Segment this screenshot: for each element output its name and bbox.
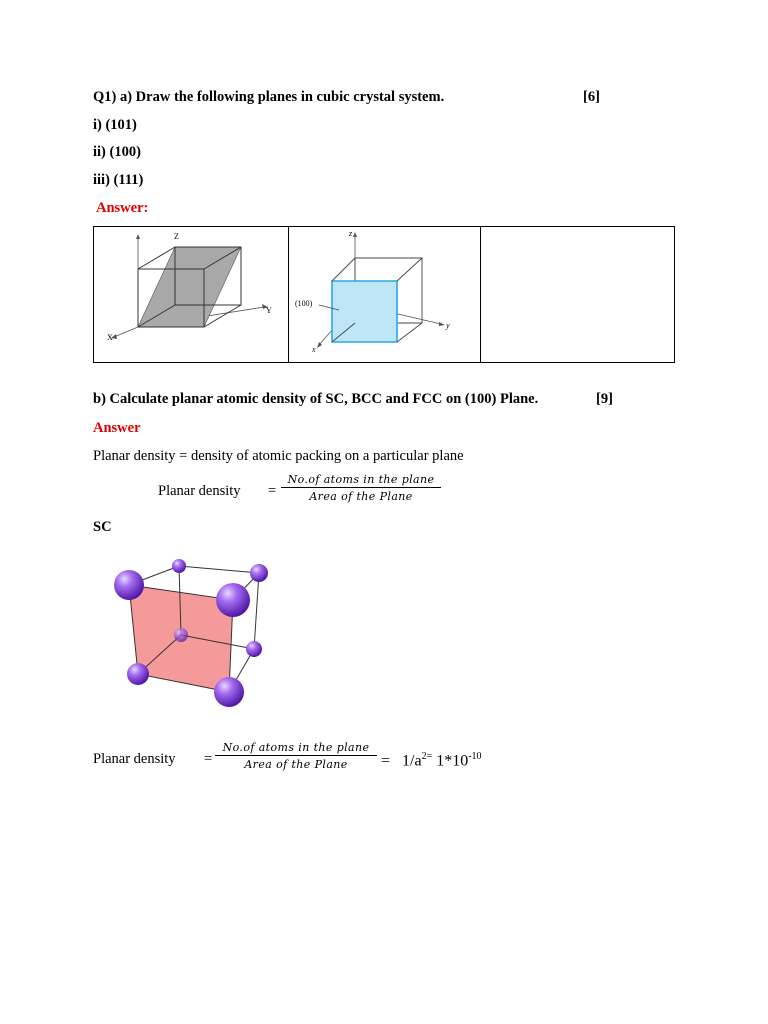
atom-front-bottom-left	[127, 663, 149, 685]
formula-numerator: No.of atoms in the plane	[287, 473, 435, 486]
atom-back-bottom-right	[246, 641, 262, 657]
atom-front-top-right	[216, 583, 250, 617]
result-equals: =	[426, 751, 433, 762]
qb-heading: b) Calculate planar atomic density of SC, BCC and FCC on (100) Plane.	[93, 391, 539, 407]
qb-marks: [9]	[596, 391, 613, 407]
axis-y-label: y	[446, 321, 450, 330]
axis-x-label: x	[312, 345, 316, 354]
formula2-label: Planar density	[93, 751, 176, 767]
qb-answer-label: Answer	[93, 420, 141, 436]
formula2-result	[381, 747, 482, 771]
figure-table	[93, 226, 675, 363]
formula2-numerator: No.of atoms in the plane	[222, 741, 370, 754]
sc-unit-cell-diagram	[105, 552, 285, 717]
result-exponent: 2	[421, 751, 427, 762]
axis-x-label: X	[107, 333, 113, 342]
figure-cell-111-empty	[481, 227, 674, 362]
q1-answer-label: Answer:	[96, 200, 149, 216]
formula-equals: =	[268, 483, 277, 499]
axis-z-label: z	[349, 229, 353, 238]
formula2-equals-2: =	[381, 752, 391, 770]
formula2-denominator: Area of the Plane	[244, 758, 348, 771]
figure-cell-101	[94, 227, 289, 362]
result-value: 1*10	[436, 752, 469, 770]
atom-back-top-left	[172, 559, 186, 573]
formula-label: Planar density	[158, 483, 241, 499]
axis-z-label: Z	[174, 232, 179, 241]
atom-back-top-right	[250, 564, 268, 582]
formula-fraction	[281, 473, 441, 503]
q1-heading: Q1) a) Draw the following planes in cubic crystal system.	[93, 89, 445, 105]
atom-back-bottom-left	[174, 628, 188, 642]
formula2-fraction	[215, 741, 377, 771]
atom-front-top-left	[114, 570, 144, 600]
result-value-exponent: -10	[468, 751, 482, 762]
planar-density-definition: Planar density = density of atomic packing on a particular plane	[93, 448, 464, 464]
axis-y-label: Y	[266, 306, 272, 315]
q1-item-3: iii) (111)	[93, 172, 144, 188]
figure-cell-100	[289, 227, 481, 362]
q1-item-1: i) (101)	[93, 117, 137, 133]
plane-100-diagram	[289, 227, 481, 362]
formula-denominator: Area of the Plane	[309, 490, 413, 503]
q1-marks: [6]	[583, 89, 600, 105]
q1-item-2: ii) (100)	[93, 144, 141, 160]
plane-100-label: (100)	[295, 299, 313, 308]
plane-101-diagram	[94, 227, 288, 362]
sc-label: SC	[93, 519, 112, 535]
formula2-equals: =	[204, 751, 213, 767]
atom-front-bottom-right	[214, 677, 244, 707]
result-base: 1/a	[402, 752, 422, 770]
